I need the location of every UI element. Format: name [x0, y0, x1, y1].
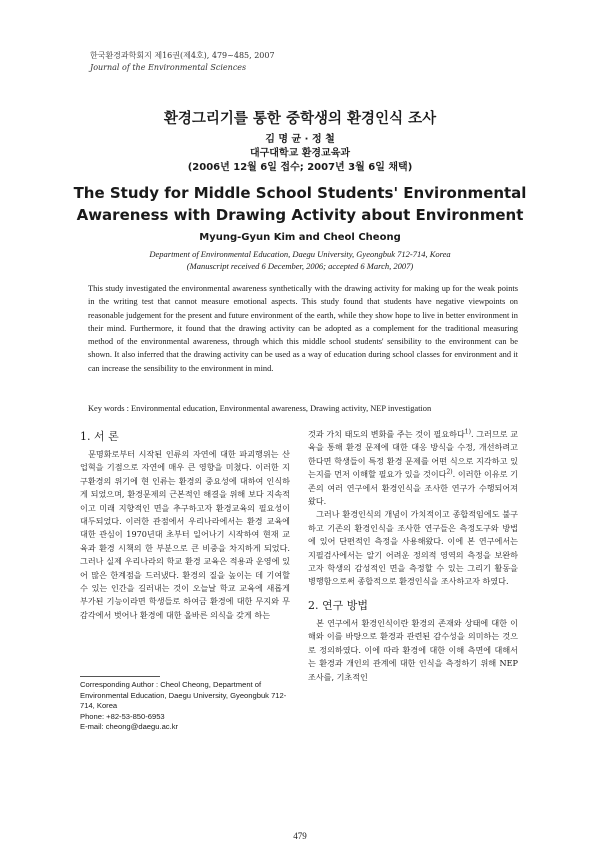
right-paragraph-1c: . 이러한 이유로 기존의 여러 연구에서 환경인식을 조사한 연구가 수행되어져왔다. [308, 469, 518, 507]
corresponding-author-footnote [80, 680, 295, 733]
keywords: Key words : Environmental education, Environmental awareness, Drawing activity, NEP investigation [88, 404, 432, 413]
section-1-heading: 1. 서 론 [80, 430, 119, 443]
section-2-paragraph: 본 연구에서 환경인식이란 환경의 존재와 상태에 대한 이해와 이를 바탕으로 환경과 관련된 감수성을 의미하는 것으로 정의하였다. 이에 따라 환경에 대한 이해 측면에 대해서는 환경과 개인의 관계에 대한 인식을 측정하기 위해 NEP 조사를, 기초적인 [308, 617, 518, 682]
section-2-heading: 2. 연구 방법 [308, 598, 368, 612]
korean-authors: 김 명 균 · 정 철 [265, 134, 335, 145]
footnote-author: Corresponding Author : Cheol Cheong, Department of Environmental Education, Daegu University, Gyeongbuk 712-714, Korea [80, 680, 287, 710]
korean-affiliation: 대구대학교 환경교육과 [249, 148, 351, 159]
english-title-line-2: Awareness with Drawing Activity about Environment [76, 206, 524, 224]
korean-dates: (2006년 12월 6일 접수; 2007년 3월 6일 채택) [187, 162, 413, 173]
left-column [80, 428, 290, 622]
english-title [0, 182, 600, 226]
right-paragraph-1b: . 그러므로 교육을 통해 환경 문제에 대한 대응 방식을 수정, 개선하려고 한다면 학생들이 특정 환경 문제를 어떤 식으로 지각하고 있는지를 먼저 이해할 필요가 있을 것이다 [308, 429, 518, 480]
right-paragraph-1a: 것과 가치 태도의 변화를 주는 것이 필요하다 [308, 429, 465, 439]
footnote-email: E-mail: cheong@daegu.ac.kr [80, 722, 179, 731]
english-dates: (Manuscript received 6 December, 2006; accepted 6 March, 2007) [186, 261, 414, 271]
abstract: This study investigated the environmental awareness synthetically with the drawing activity for making up for the weak points in the writing test that cannot measure emotional aspects. This study found that students have negative viewpoints on reasonable judgement for the present and future environment of the earth, while they show hope to live in better environment in their mind. Furthermore, it found that the drawing activity can be adopted as a complement for the traditional measuring method of the environmental awareness, through which this middle school students' sensibility to the environment can be shown. It also inferred that the drawing activity can be used as a way of education during school classes for environment and it can increase the sensibility to the environment in mind. [88, 284, 518, 373]
english-affiliation-block [0, 248, 600, 272]
korean-author-block [0, 133, 600, 175]
section-1-paragraph: 문명화로부터 시작된 인류의 자연에 대한 파괴행위는 산업혁을 기점으로 자연에 매우 큰 영향을 미쳤다. 이러한 지구환경의 위기에 현 인류는 환경의 중요성에 대하여 인식하게 되었으며, 환경문제의 근본적인 해결을 위해 보다 지속적이고 미래 지향적인 면을 추구하고자 환경교육의 필요성이 대두되었다. 이러한 관점에서 우리나라에서는 환경 교육에 대한 관심이 1970년대 초부터 일어나기 시작하여 현재 교육과 환경 시책의 한 부분으로 큰 비중을 차지하게 되었다. 그러나 실제 우리나라의 학교 환경 교육은 적용과 운영에 있어 많은 한계점을 드러냈다. 환경의 질을 높이는 데 기여할 수 있는 인간을 길러내는 것이 오늘날 학교 교육에 새롭게 부가된 기능이라면 학생들로 하여금 환경에 대한 무지와 무감각에서 벗어나 환경에 대한 올바른 의식을 갖게 하는 [80, 449, 290, 620]
english-title-line-1: The Study for Middle School Students' Environmental [73, 184, 527, 202]
right-paragraph-2: 그러나 환경인식의 개념이 가치적이고 종합적임에도 불구하고 기존의 환경인식을 조사한 연구들은 측정도구와 방법에 있어 단편적인 측정을 사용해왔다. 이에 본 연구에서는 지필검사에서는 알기 어려운 정의적 영역의 측정을 보완하고자 학생의 감성적인 면을 측정할 수 있는 그리기 활동을 병행함으로써 종합적으로 환경인식을 조사하고자 하였다. [308, 509, 518, 587]
footnote-divider [80, 676, 160, 677]
korean-title: 환경그리기를 통한 중학생의 환경인식 조사 [163, 111, 437, 127]
right-paragraph-1 [308, 428, 518, 508]
english-affiliation: Department of Environmental Education, Daegu University, Gyeongbuk 712-714, Korea [149, 249, 451, 259]
reference-1: 1) [464, 428, 471, 436]
journal-name-en: Journal of the Environmental Sciences [90, 63, 247, 72]
footnote-phone: Phone: +82-53-850-6953 [80, 711, 165, 721]
page-number: 479 [293, 831, 307, 841]
journal-citation-kr: 한국환경과학회지 제16권(제4호), 479~485, 2007 [90, 51, 275, 60]
reference-2: 2) [446, 468, 453, 476]
right-column [308, 428, 518, 684]
journal-header [90, 50, 275, 74]
english-authors: Myung-Gyun Kim and Cheol Cheong [199, 232, 401, 243]
